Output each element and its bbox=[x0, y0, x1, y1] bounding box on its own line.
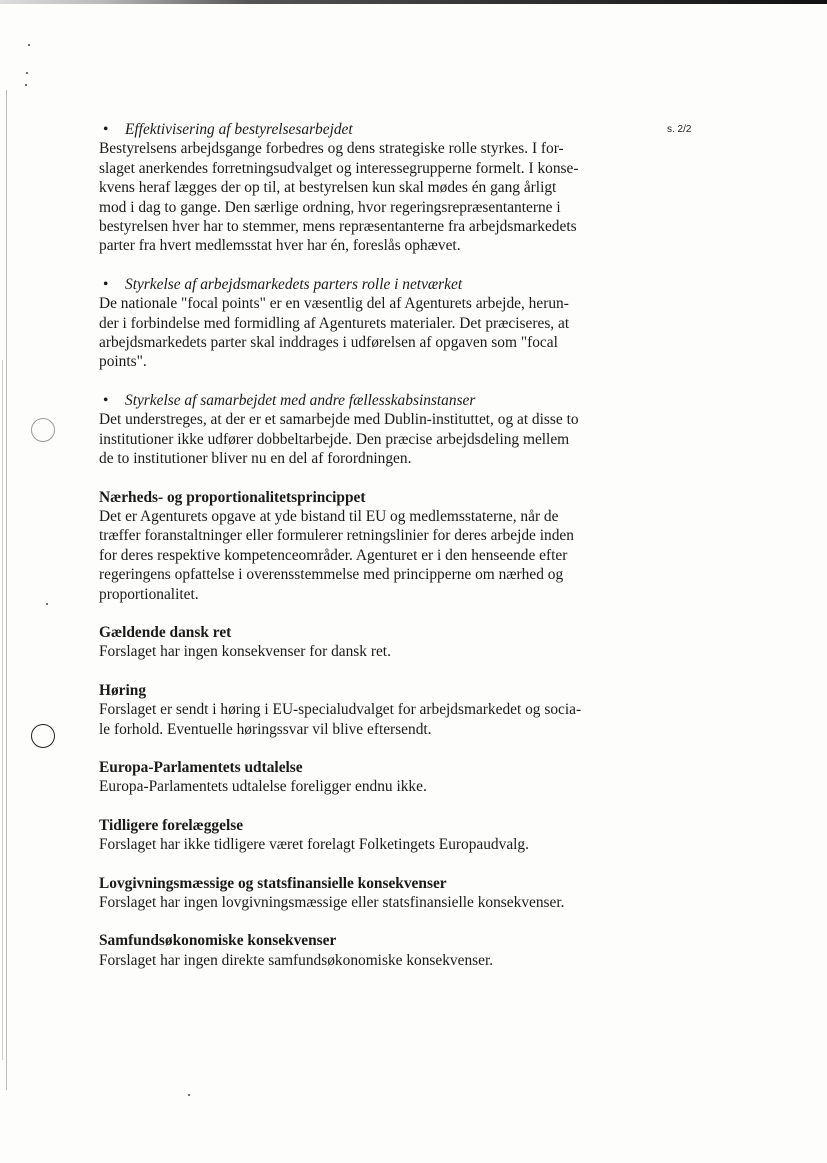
bullet-section bbox=[99, 275, 619, 372]
body-line: Bestyrelsens arbejdsgange forbedres og dens strategiske rolle styrkes. I for- bbox=[99, 140, 564, 158]
body-line: regeringens opfattelse i overensstemmelse med principperne om nærhed og bbox=[99, 566, 564, 584]
document-body bbox=[99, 120, 619, 989]
bullet-heading bbox=[99, 391, 619, 410]
punch-hole-top bbox=[31, 418, 55, 442]
body-line: træffer foranstaltninger eller formulerer retningslinier for deres arbejde inden bbox=[99, 527, 574, 545]
scan-speck bbox=[46, 603, 48, 605]
section-heading: Nærheds- og proportionalitetsprincippet bbox=[99, 488, 366, 506]
scan-speck bbox=[26, 72, 28, 74]
punch-hole-bottom bbox=[31, 724, 55, 748]
section-heading: Lovgivningsmæssige og statsfinansielle konsekvenser bbox=[99, 874, 447, 892]
body-line: parter fra hvert medlemsstat hver har én, foreslås ophævet. bbox=[99, 237, 461, 255]
body-line: kvens heraf lægges der op til, at bestyrelsen kun skal mødes én gang årligt bbox=[99, 179, 557, 197]
body-line: Europa-Parlamentets udtalelse foreligger endnu ikke. bbox=[99, 778, 427, 796]
section-heading: Gældende dansk ret bbox=[99, 623, 232, 641]
top-scan-rule bbox=[0, 0, 827, 4]
left-scan-edge bbox=[6, 90, 7, 1090]
scan-speck bbox=[188, 1094, 190, 1096]
body-line: proportionalitet. bbox=[99, 585, 199, 603]
scan-speck bbox=[28, 44, 30, 46]
body-line: Det er Agenturets opgave at yde bistand til EU og medlemsstaterne, når de bbox=[99, 507, 559, 525]
section-dansk-ret bbox=[99, 623, 619, 662]
page-number: s. 2/2 bbox=[667, 124, 692, 135]
body-line: de to institutioner bliver nu en del af forordningen. bbox=[99, 450, 412, 468]
body-line: bestyrelsen hver har to stemmer, mens repræsentanterne fra arbejdsmarkedets bbox=[99, 218, 577, 236]
bullet-heading bbox=[99, 120, 619, 139]
section-europa-parlamentet bbox=[99, 758, 619, 797]
body-line: arbejdsmarkedets parter skal inddrages i udførelsen af opgaven som "focal bbox=[99, 334, 558, 352]
bullet-dot-icon: • bbox=[103, 275, 109, 293]
section-heading: Europa-Parlamentets udtalelse bbox=[99, 758, 303, 776]
section-lovgivning bbox=[99, 874, 619, 913]
body-line: for deres respektive kompetenceområder. Agenturet er i den henseende efter bbox=[99, 546, 568, 564]
body-line: Forslaget er sendt i høring i EU-specialudvalget for arbejdsmarkedet og socia- bbox=[99, 701, 582, 719]
bullet-title: Styrkelse af samarbejdet med andre fællesskabsinstanser bbox=[125, 391, 476, 409]
body-line: Forslaget har ingen lovgivningsmæssige eller statsfinansielle konsekvenser. bbox=[99, 894, 565, 911]
section-heading: Tidligere forelæggelse bbox=[99, 816, 244, 834]
bullet-dot-icon: • bbox=[103, 391, 109, 409]
body-line: mod i dag to gange. Den særlige ordning, hvor regeringsrepræsentanterne i bbox=[99, 198, 561, 216]
body-line: der i forbindelse med formidling af Agenturets materialer. Det præciseres, at bbox=[99, 314, 570, 332]
bullet-dot-icon: • bbox=[103, 121, 109, 138]
section-heading: Høring bbox=[99, 681, 147, 699]
body-line: slaget anerkendes forretningsudvalget og interessegrupperne formelt. I konse- bbox=[99, 159, 579, 177]
scan-speck bbox=[25, 84, 27, 86]
body-line: Forslaget har ingen direkte samfundsøkonomiske konsekvenser. bbox=[99, 951, 494, 969]
body-line: Det understreges, at der er et samarbejde med Dublin-instituttet, og at disse to bbox=[99, 411, 579, 429]
body-line: institutioner ikke udfører dobbeltarbejde. Den præcise arbejdsdeling mellem bbox=[99, 430, 570, 448]
section-heading: Samfundsøkonomiske konsekvenser bbox=[99, 932, 337, 950]
body-line: le forhold. Eventuelle høringssvar vil blive eftersendt. bbox=[99, 720, 432, 738]
body-line: De nationale "focal points" er en væsentlig del af Agenturets arbejde, herun- bbox=[99, 295, 569, 313]
bullet-section bbox=[99, 120, 619, 256]
bullet-heading bbox=[99, 275, 619, 294]
left-scan-edge-faint bbox=[2, 360, 3, 1060]
bullet-title: Styrkelse af arbejdsmarkedets parters rolle i netværket bbox=[125, 275, 463, 293]
section-hoering bbox=[99, 681, 619, 739]
body-line: points". bbox=[99, 353, 147, 371]
body-line: Forslaget har ingen konsekvenser for dansk ret. bbox=[99, 643, 391, 661]
section-tidligere-forelaeggelse bbox=[99, 816, 619, 855]
bullet-section bbox=[99, 391, 619, 469]
section-naerhed bbox=[99, 488, 619, 604]
bullet-title: Effektivisering af bestyrelsesarbejdet bbox=[125, 121, 353, 138]
section-samfundsoekonomi bbox=[99, 931, 619, 970]
body-line: Forslaget har ikke tidligere været forelagt Folketingets Europaudvalg. bbox=[99, 836, 529, 854]
